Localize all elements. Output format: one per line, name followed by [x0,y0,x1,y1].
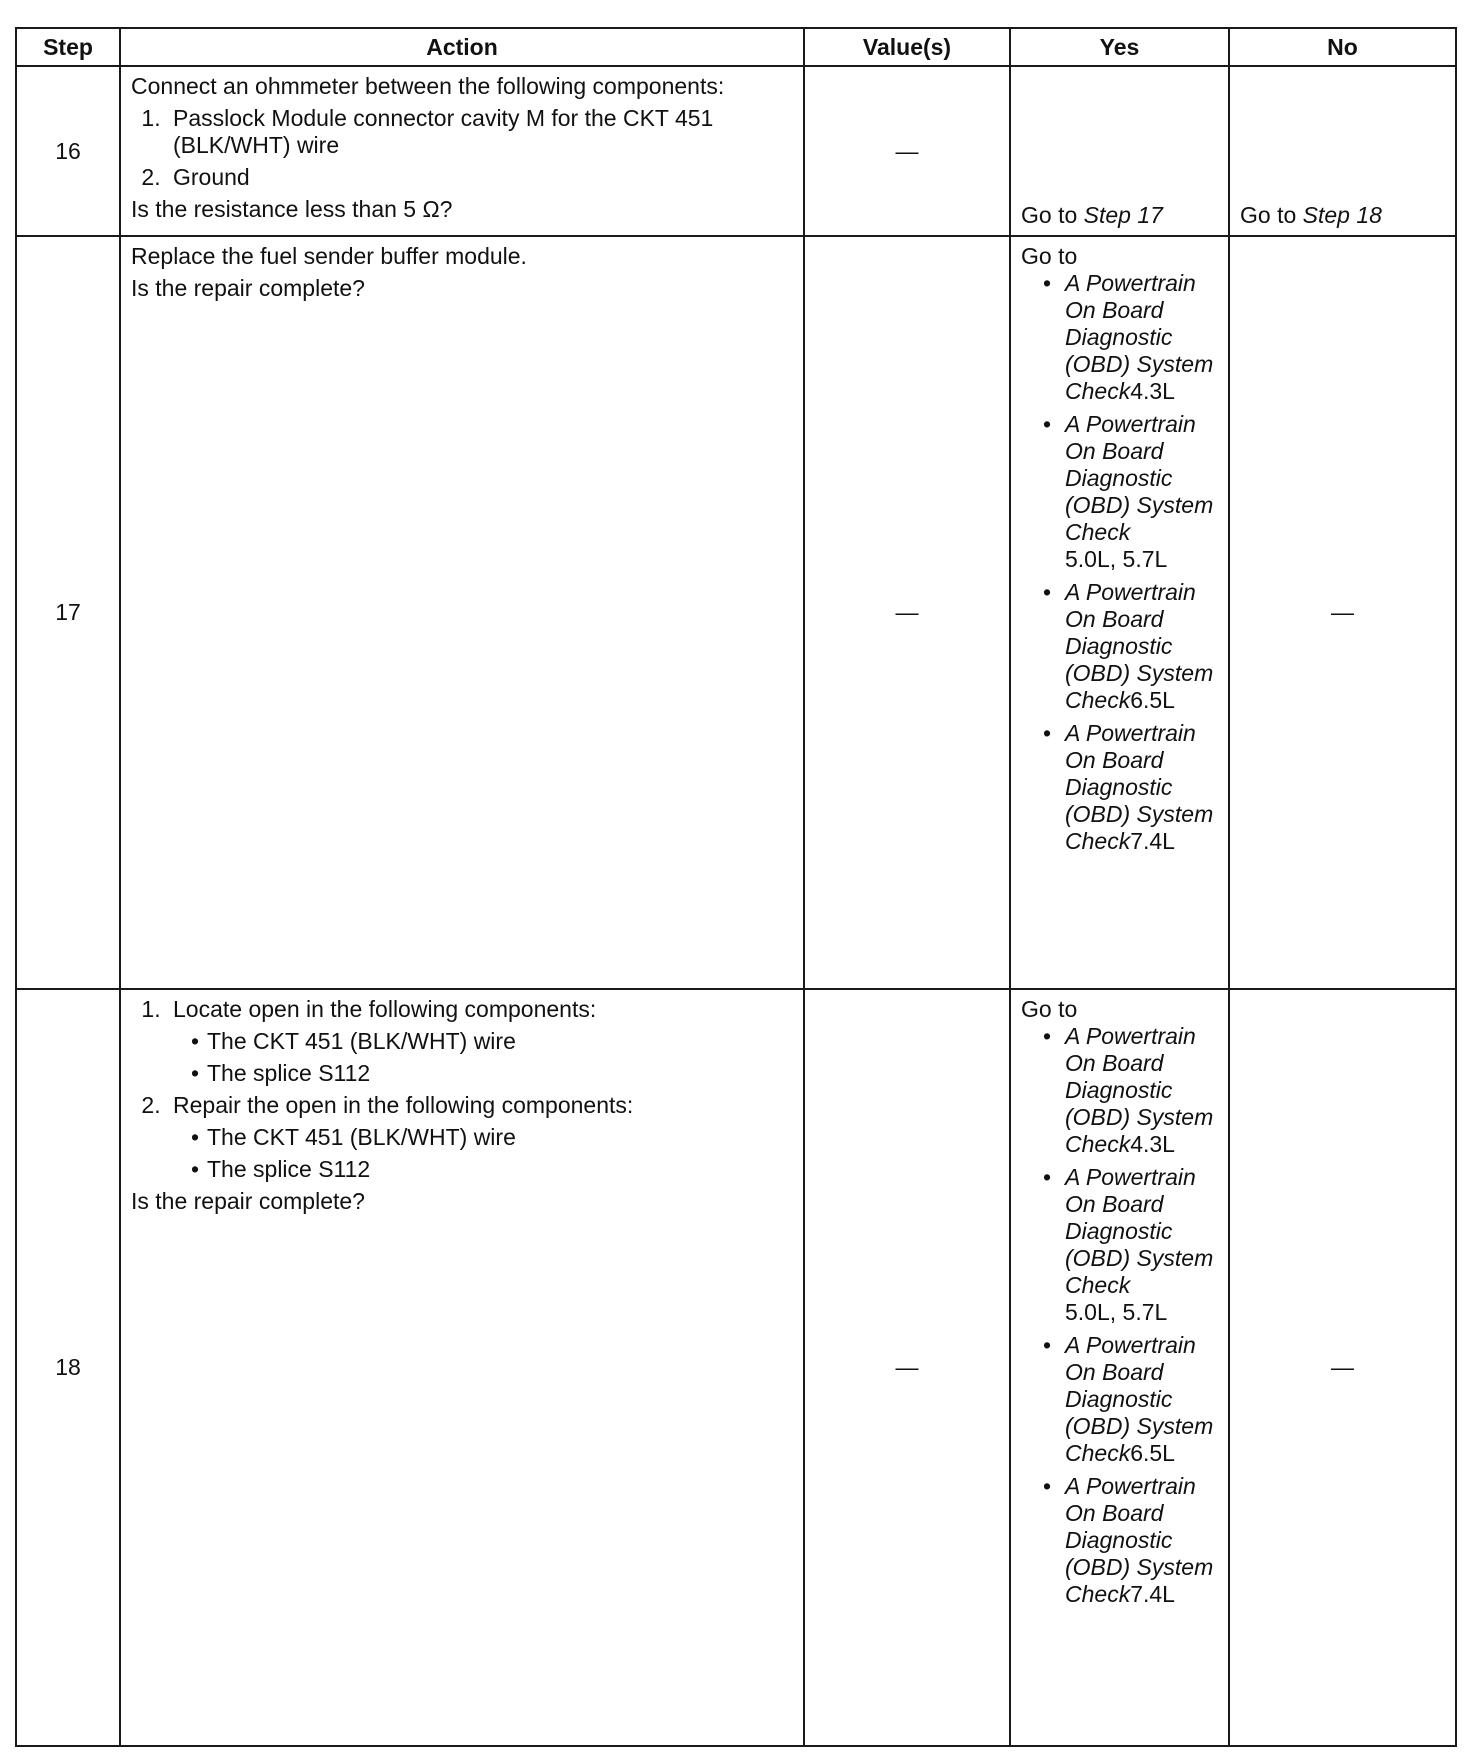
goto-engine: 6.5L [1130,1440,1175,1466]
goto-link-title[interactable]: A Powertrain On Board Diagnostic (OBD) System Check [1065,1023,1214,1157]
step-number: 17 [16,236,120,989]
goto-engine: 6.5L [1130,687,1175,713]
action-item: 2. Ground [167,164,793,191]
goto-text: Go to [1021,243,1078,269]
action-question: Is the resistance less than 5 Ω? [131,196,453,222]
header-values: Value(s) [804,28,1010,66]
goto-item[interactable] [1041,720,1218,855]
goto-list [1021,1023,1218,1608]
goto-engine: 5.0L, 5.7L [1065,1299,1168,1325]
yes-cell [1010,66,1229,236]
goto-engine: 4.3L [1130,378,1175,404]
action-item [167,1092,793,1183]
goto-link-title[interactable]: A Powertrain On Board Diagnostic (OBD) System Check [1065,270,1214,404]
goto-text: Go to [1021,996,1078,1022]
action-intro: Connect an ohmmeter between the following components: [131,73,725,99]
action-item-text: Locate open in the following components: [173,996,597,1022]
goto-link-title[interactable]: A Powertrain On Board Diagnostic (OBD) System Check [1065,1332,1214,1466]
values-cell: — [804,66,1010,236]
table-row [16,989,1456,1746]
goto-link-title[interactable]: A Powertrain On Board Diagnostic (OBD) System Check [1065,1164,1214,1298]
goto-item[interactable] [1041,270,1218,405]
goto-list [1021,270,1218,855]
action-subitem: • The splice S112 [183,1060,793,1087]
header-no: No [1229,28,1456,66]
action-sublist [173,1028,793,1087]
action-cell [120,236,804,989]
goto-text: Go to [1021,202,1084,228]
table-row [16,236,1456,989]
goto-link-title[interactable]: A Powertrain On Board Diagnostic (OBD) System Check [1065,579,1214,713]
goto-item[interactable] [1041,411,1218,573]
action-item: 1. Passlock Module connector cavity M for the CKT 451 (BLK/WHT) wire [167,105,793,159]
goto-link-title[interactable]: A Powertrain On Board Diagnostic (OBD) System Check [1065,720,1214,854]
goto-item[interactable] [1041,1164,1218,1326]
table-row [16,66,1456,236]
action-subitem: • The CKT 451 (BLK/WHT) wire [183,1124,793,1151]
action-subitem: • The splice S112 [183,1156,793,1183]
goto-link-title[interactable]: A Powertrain On Board Diagnostic (OBD) System Check [1065,1473,1214,1607]
yes-cell [1010,236,1229,989]
goto-engine: 7.4L [1130,828,1175,854]
action-question: Is the repair complete? [131,1188,365,1214]
yes-cell [1010,989,1229,1746]
action-cell [120,989,804,1746]
goto-engine: 7.4L [1130,1581,1175,1607]
no-cell [1229,66,1456,236]
goto-item[interactable] [1041,1023,1218,1158]
goto-step-link[interactable]: Step 18 [1302,202,1382,228]
action-item [167,996,793,1087]
goto-item[interactable] [1041,1332,1218,1467]
action-subitem: • The CKT 451 (BLK/WHT) wire [183,1028,793,1055]
action-item-text: Repair the open in the following components: [173,1092,634,1118]
goto-text: Go to [1240,202,1303,228]
action-list [131,105,793,191]
action-list [131,996,793,1183]
goto-item[interactable] [1041,1473,1218,1608]
no-cell: — [1229,989,1456,1746]
action-sublist [173,1124,793,1183]
header-step: Step [16,28,120,66]
header-action: Action [120,28,804,66]
goto-link-title[interactable]: A Powertrain On Board Diagnostic (OBD) System Check [1065,411,1214,545]
values-cell: — [804,236,1010,989]
no-cell: — [1229,236,1456,989]
goto-engine: 5.0L, 5.7L [1065,546,1168,572]
step-number: 16 [16,66,120,236]
goto-item[interactable] [1041,579,1218,714]
goto-engine: 4.3L [1130,1131,1175,1157]
header-yes: Yes [1010,28,1229,66]
goto-step-link[interactable]: Step 17 [1083,202,1163,228]
header-row [16,28,1456,66]
action-text: Replace the fuel sender buffer module. [131,243,527,269]
values-cell: — [804,989,1010,1746]
action-question: Is the repair complete? [131,275,365,301]
diagnostic-table [15,27,1457,1747]
step-number: 18 [16,989,120,1746]
action-cell [120,66,804,236]
